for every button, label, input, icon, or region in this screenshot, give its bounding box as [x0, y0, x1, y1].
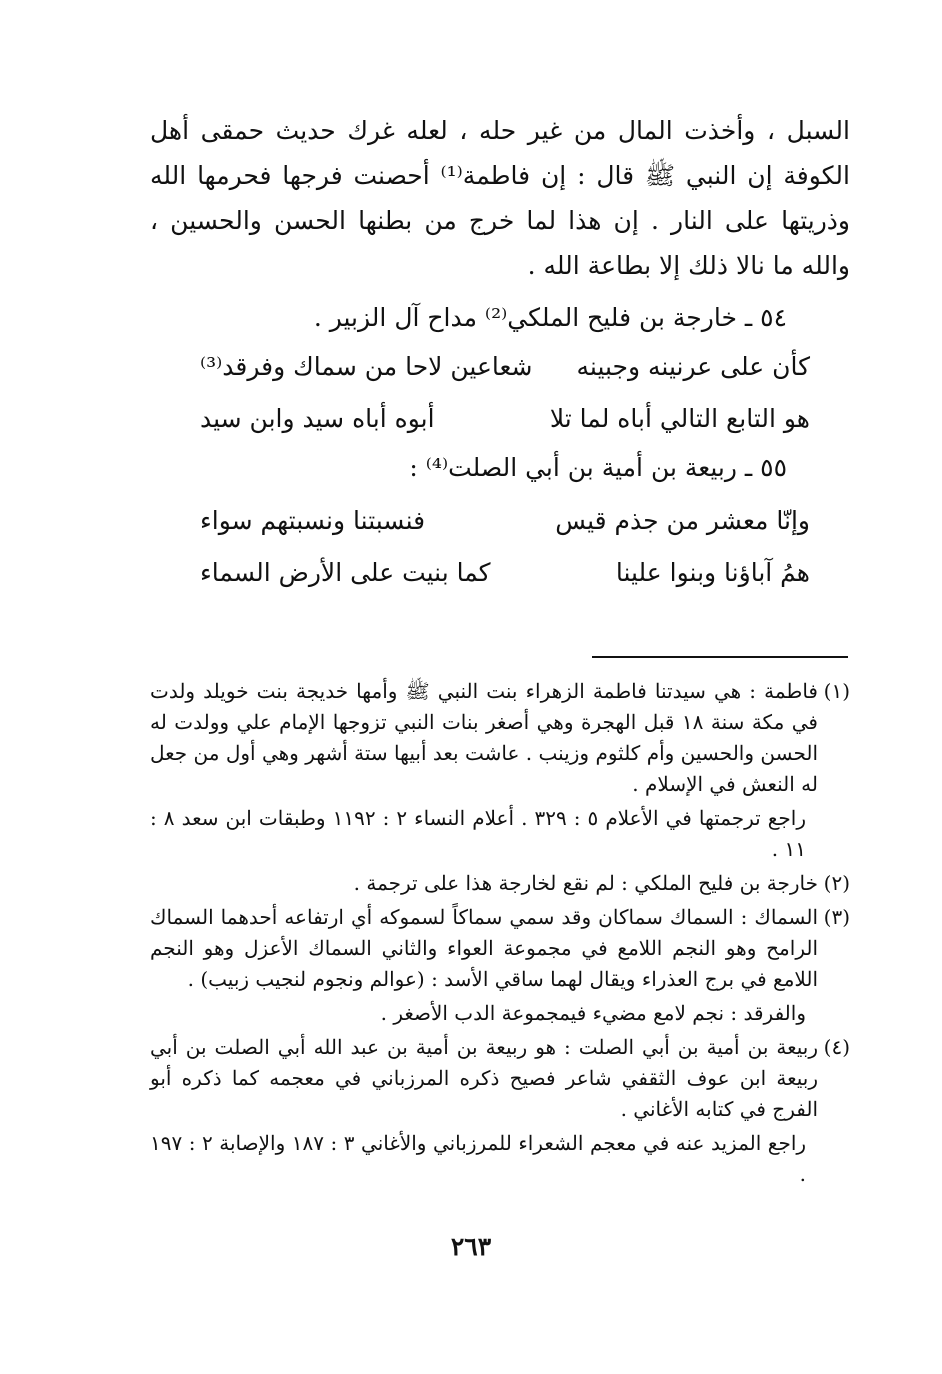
- footnote-reference: راجع ترجمتها في الأعلام ٥ : ٣٢٩ . أعلام النساء ٢ : ١١٩٢ وطبقات ابن سعد ٨ : ١١ .: [150, 806, 806, 861]
- footnote: [150, 676, 850, 865]
- verse-line: [200, 506, 810, 558]
- poem-54: [200, 352, 810, 456]
- verse-first-hemistich: همُ آباؤنا وبنوا علينا: [615, 558, 810, 587]
- footnote: [150, 902, 850, 1029]
- footnote-number: (٢): [823, 871, 850, 895]
- verse-line: [200, 558, 810, 610]
- entry-heading-54: ٥٤ ـ خارجة بن فليح الملكي⁽²⁾ مداح آل الزبير .: [313, 303, 787, 332]
- footnote-number: (١): [823, 679, 850, 703]
- footnote-reference: راجع المزيد عنه في معجم الشعراء للمرزباني والأغاني ٣ : ١٨٧ والإصابة ٢ : ١٩٧ .: [150, 1131, 807, 1186]
- verse-first-hemistich: كأن على عرنينه وجبينه: [576, 352, 810, 381]
- verse-second-hemistich: فنسبتنا ونسبتهم سواء: [200, 506, 426, 535]
- verse-line: [200, 352, 810, 404]
- verse-second-hemistich: أبوه أباه سيد وابن سيد: [200, 404, 435, 433]
- footnote-text: خارجة بن فليح الملكي : لم نقع لخارجة هذا على ترجمة .: [353, 871, 818, 895]
- verse-second-hemistich: شعاعين لاحا من سماك وفرقد⁽³⁾: [200, 352, 533, 381]
- footnotes: [150, 676, 850, 1193]
- footnote-separator: [592, 656, 848, 658]
- footnote-text: السماك : السماك سماكان وقد سمي سماكاً لسموكه أي ارتفاعه أحدهما السماك الرامح وهو النجم اللامع في مجموعة العواء والثاني السماك الأعزل وهو النجم اللامع في برج العذراء ويقال لهما ساقي الأسد : (عوالم ونجوم لنجيب زبيب) .: [150, 905, 818, 991]
- footnote: [150, 1032, 850, 1190]
- verse-first-hemistich: وإنّا معشر من جذم قيس: [555, 506, 810, 535]
- footnote-text: ربيعة بن أمية بن أبي الصلت : هو ربيعة بن أمية بن عبد الله أبي الصلت بن أبي ربيعة ابن عوف الثقفي شاعر فصيح ذكره المرزباني في معجمه كما ذكره أبو الفرج في كتابه الأغاني .: [150, 1035, 818, 1121]
- footnote-number: (٣): [823, 905, 850, 929]
- poem-55: [200, 506, 810, 610]
- footnote-text: فاطمة : هي سيدتنا فاطمة الزهراء بنت النبي ﷺ وأمها خديجة بنت خويلد ولدت في مكة سنة ١٨ قبل الهجرة وهي أصغر بنات النبي تزوجها الإمام علي وولدت له الحسن والحسين وأم كلثوم وزينب . عاشت بعد أبيها ستة أشهر وهي أول من جعل له النعش في الإسلام .: [150, 679, 818, 796]
- footnote-number: (٤): [823, 1035, 850, 1059]
- verse-first-hemistich: هو التابع التالي أباه لما تلا: [549, 404, 810, 433]
- main-paragraph: [150, 108, 850, 288]
- paragraph-text: السبل ، وأخذت المال من غير حله ، لعله غرك حديث حمقى أهل الكوفة إن النبي ﷺ قال : إن فاطمة⁽¹⁾ أحصنت فرجها فحرمها الله وذريتها على النار . إن هذا لما خرج من بطنها الحسن والحسين ، والله ما نالا ذلك إلا بطاعة الله .: [150, 116, 850, 280]
- verse-second-hemistich: كما بنيت على الأرض السماء: [200, 558, 491, 587]
- entry-heading-55: ٥٥ ـ ربيعة بن أمية بن أبي الصلت⁽⁴⁾ :: [409, 453, 787, 482]
- page-number: ٢٦٣: [450, 1232, 492, 1261]
- footnote: [150, 868, 850, 899]
- footnote-reference: والفرقد : نجم لامع مضيء فيمجموعة الدب الأصغر .: [380, 1001, 806, 1025]
